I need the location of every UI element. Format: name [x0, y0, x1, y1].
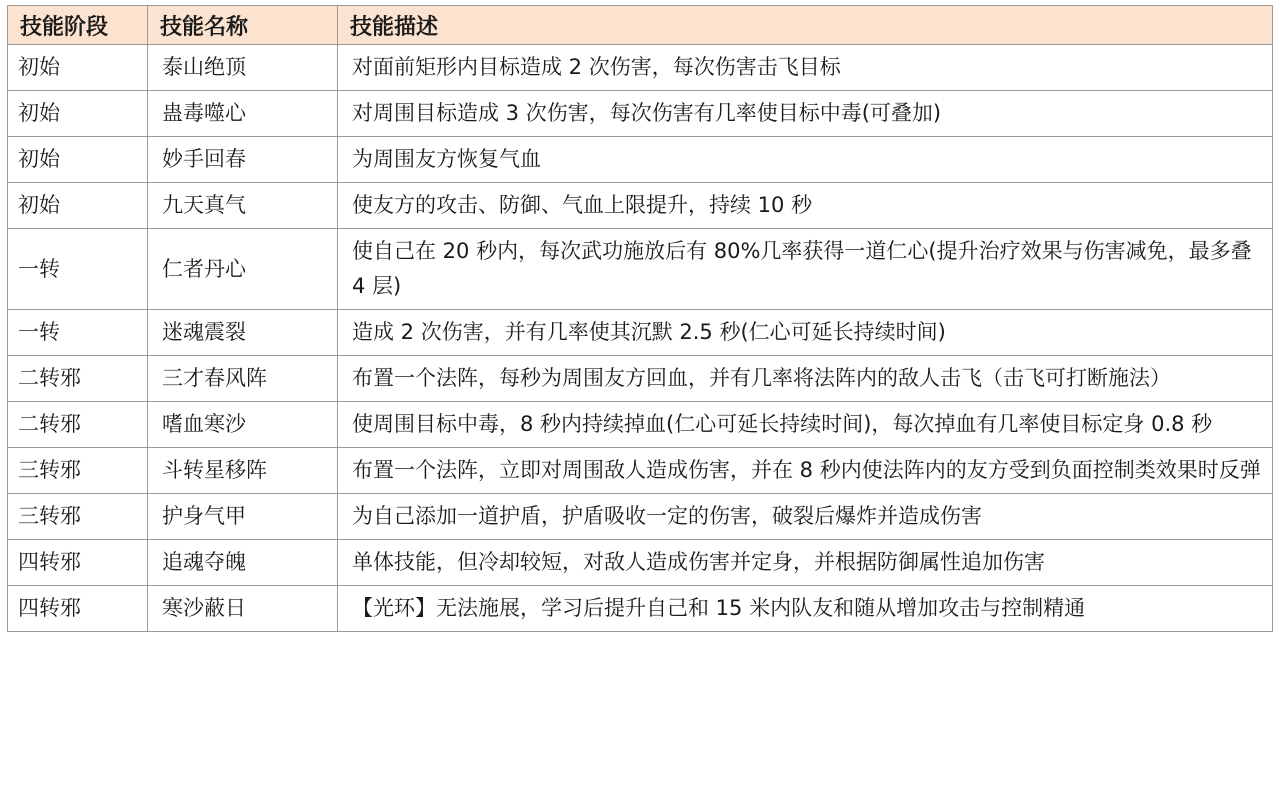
- skill-name: 嗜血寒沙: [148, 402, 338, 448]
- skill-stage: 二转邪: [8, 402, 148, 448]
- skill-description: 造成 2 次伤害，并有几率使其沉默 2.5 秒(仁心可延长持续时间): [338, 310, 1273, 356]
- skill-description: 对周围目标造成 3 次伤害，每次伤害有几率使目标中毒(可叠加): [338, 91, 1273, 137]
- table-row: [8, 402, 1273, 448]
- skill-description: 对面前矩形内目标造成 2 次伤害，每次伤害击飞目标: [338, 45, 1273, 91]
- skill-name: 追魂夺魄: [148, 540, 338, 586]
- table-row: [8, 540, 1273, 586]
- header-stage: 技能阶段: [8, 6, 148, 45]
- header-description: 技能描述: [338, 6, 1273, 45]
- skill-stage: 一转: [8, 229, 148, 310]
- skill-description: 布置一个法阵，立即对周围敌人造成伤害，并在 8 秒内使法阵内的友方受到负面控制类效果时反弹: [338, 448, 1273, 494]
- skill-stage: 初始: [8, 45, 148, 91]
- table-header-row: [8, 6, 1273, 45]
- skill-description: 使自己在 20 秒内，每次武功施放后有 80%几率获得一道仁心(提升治疗效果与伤害减免，最多叠 4 层): [338, 229, 1273, 310]
- skill-stage: 二转邪: [8, 356, 148, 402]
- skill-stage: 四转邪: [8, 540, 148, 586]
- table-row: [8, 356, 1273, 402]
- table-row: [8, 310, 1273, 356]
- skill-description: 使友方的攻击、防御、气血上限提升，持续 10 秒: [338, 183, 1273, 229]
- skill-name: 仁者丹心: [148, 229, 338, 310]
- table-row: [8, 137, 1273, 183]
- skill-stage: 四转邪: [8, 586, 148, 632]
- skill-name: 三才春风阵: [148, 356, 338, 402]
- table-row: [8, 91, 1273, 137]
- skill-stage: 三转邪: [8, 494, 148, 540]
- skill-name: 护身气甲: [148, 494, 338, 540]
- skill-description: 布置一个法阵，每秒为周围友方回血，并有几率将法阵内的敌人击飞（击飞可打断施法）: [338, 356, 1273, 402]
- skill-description: 使周围目标中毒，8 秒内持续掉血(仁心可延长持续时间)，每次掉血有几率使目标定身 0.8 秒: [338, 402, 1273, 448]
- header-name: 技能名称: [148, 6, 338, 45]
- table-row: [8, 45, 1273, 91]
- table-row: [8, 183, 1273, 229]
- skill-name: 九天真气: [148, 183, 338, 229]
- table-row: [8, 229, 1273, 310]
- skill-name: 迷魂震裂: [148, 310, 338, 356]
- skill-stage: 初始: [8, 91, 148, 137]
- skill-name: 寒沙蔽日: [148, 586, 338, 632]
- skill-name: 蛊毒噬心: [148, 91, 338, 137]
- skill-stage: 三转邪: [8, 448, 148, 494]
- skill-name: 斗转星移阵: [148, 448, 338, 494]
- skill-stage: 一转: [8, 310, 148, 356]
- table-row: [8, 448, 1273, 494]
- skill-table-container: [7, 5, 1272, 632]
- skill-description: 为周围友方恢复气血: [338, 137, 1273, 183]
- skill-table: [7, 5, 1273, 632]
- skill-stage: 初始: [8, 183, 148, 229]
- skill-description: 为自己添加一道护盾，护盾吸收一定的伤害，破裂后爆炸并造成伤害: [338, 494, 1273, 540]
- skill-description: 单体技能，但冷却较短，对敌人造成伤害并定身，并根据防御属性追加伤害: [338, 540, 1273, 586]
- table-row: [8, 494, 1273, 540]
- skill-name: 泰山绝顶: [148, 45, 338, 91]
- table-row: [8, 586, 1273, 632]
- skill-name: 妙手回春: [148, 137, 338, 183]
- skill-description: 【光环】无法施展，学习后提升自己和 15 米内队友和随从增加攻击与控制精通: [338, 586, 1273, 632]
- skill-stage: 初始: [8, 137, 148, 183]
